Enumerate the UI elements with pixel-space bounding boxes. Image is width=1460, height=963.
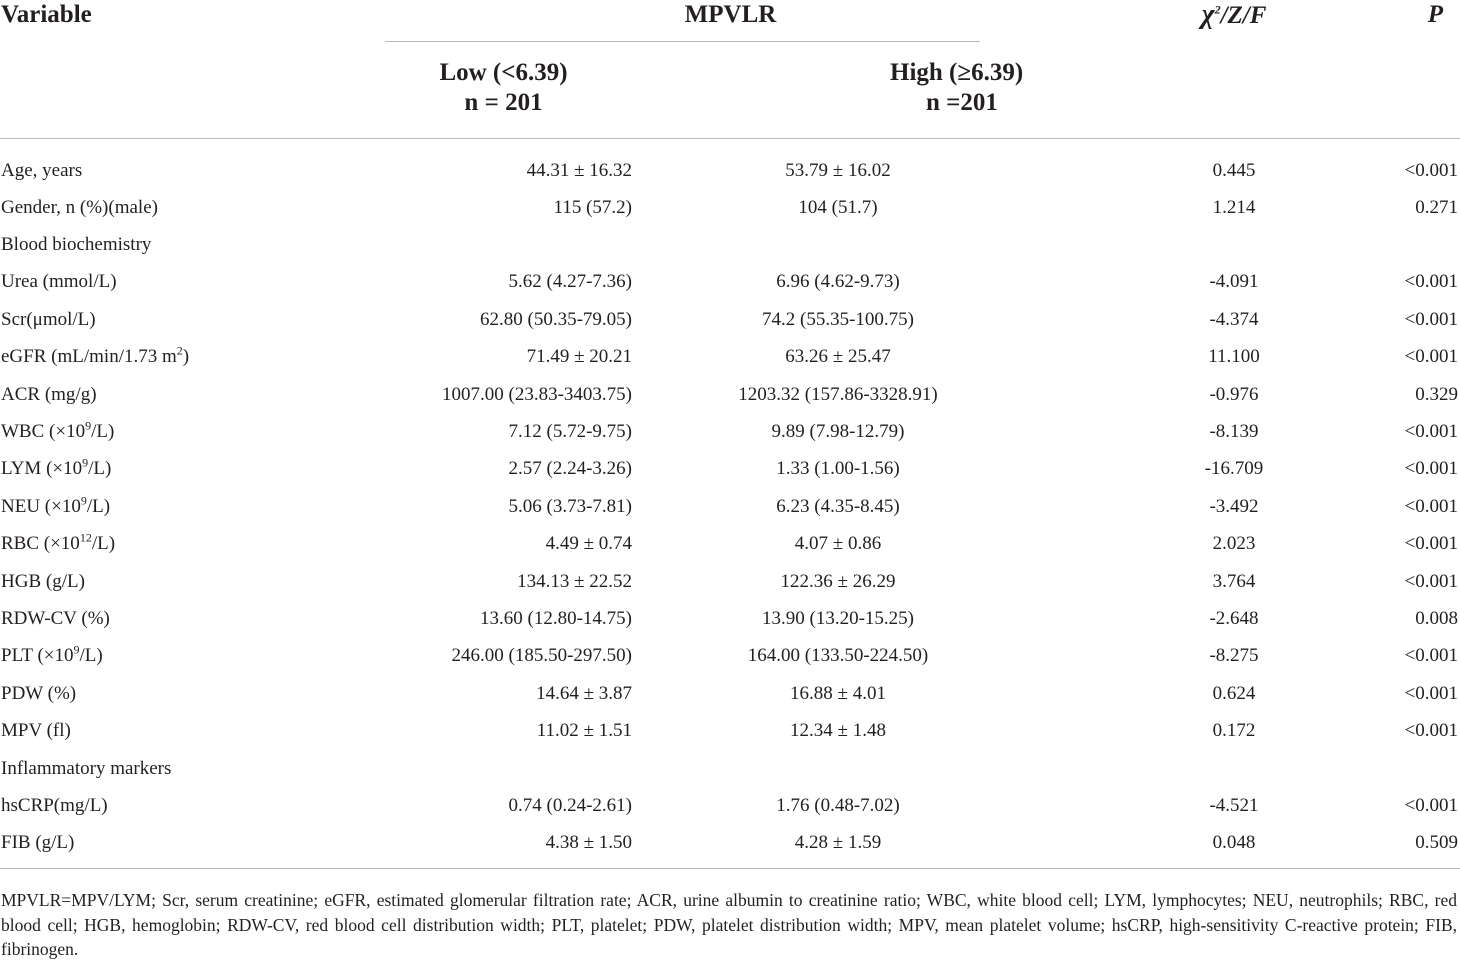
low-group-cell: 5.62 (4.27-7.36) — [508, 271, 632, 293]
high-group-cell: 63.26 ± 25.47 — [785, 346, 891, 368]
table-row — [0, 413, 1460, 450]
low-group-header — [345, 42, 632, 138]
variable-label: MPV (fl) — [1, 720, 71, 742]
table-row — [0, 675, 1460, 712]
p-value-cell: <0.001 — [1404, 645, 1458, 667]
variable-label: hsCRP(mg/L) — [1, 794, 108, 816]
high-group-cell: 6.23 (4.35-8.45) — [776, 495, 900, 517]
low-group-cell: 1007.00 (23.83-3403.75) — [442, 383, 632, 405]
variable-cell — [0, 226, 345, 263]
p-value-cell: <0.001 — [1404, 570, 1458, 592]
statistic-cell: 0.445 — [1212, 159, 1256, 181]
high-group-cell: 122.36 ± 26.29 — [780, 570, 896, 592]
low-group-cell: 71.49 ± 20.21 — [526, 346, 632, 368]
variable-label: FIB (g/L) — [1, 832, 75, 854]
statistic-cell: -3.492 — [1209, 495, 1259, 517]
p-value-cell: <0.001 — [1404, 533, 1458, 555]
variable-superscript: 12 — [79, 530, 92, 545]
statistic-header-rest: /Z/F — [1220, 2, 1267, 29]
p-value-cell: <0.001 — [1404, 720, 1458, 742]
low-group-cell — [345, 750, 632, 787]
p-value-cell — [1352, 226, 1460, 263]
p-value-cell: <0.001 — [1404, 159, 1458, 181]
high-group-cell: 9.89 (7.98-12.79) — [771, 421, 905, 443]
variable-cell — [0, 376, 345, 413]
statistic-cell: 0.048 — [1116, 825, 1352, 869]
statistic-cell: -8.139 — [1209, 421, 1259, 443]
high-group-cell: 4.07 ± 0.86 — [794, 533, 882, 555]
p-column-header: P — [1427, 1, 1443, 28]
variable-cell — [0, 339, 345, 376]
p-value-cell: <0.001 — [1404, 308, 1458, 330]
variable-label: PDW (%) — [1, 682, 77, 704]
variable-label-tail: /L) — [91, 421, 115, 443]
high-group-cell: 164.00 (133.50-224.50) — [747, 645, 929, 667]
variable-cell — [0, 825, 345, 869]
variable-label: LYM (×10 — [1, 458, 83, 480]
high-group-cell: 1.76 (0.48-7.02) — [776, 794, 900, 816]
variable-cell — [0, 488, 345, 525]
variable-label: Age, years — [1, 159, 83, 181]
statistic-cell: -8.275 — [1209, 645, 1259, 667]
statistic-cell: -4.091 — [1209, 271, 1259, 293]
variable-label-tail: /L) — [88, 458, 112, 480]
variable-label: Gender, n (%)(male) — [1, 196, 158, 218]
variable-superscript: 9 — [73, 643, 80, 658]
low-group-cell: 0.74 (0.24-2.61) — [508, 794, 632, 816]
statistic-cell: -2.648 — [1209, 607, 1259, 629]
high-group-cell: 6.96 (4.62-9.73) — [776, 271, 900, 293]
variable-cell — [0, 301, 345, 338]
statistic-cell: 0.172 — [1212, 720, 1256, 742]
variable-label: Inflammatory markers — [1, 757, 172, 779]
low-group-label: Low (<6.39) — [439, 59, 568, 86]
variable-label-tail: /L) — [91, 533, 116, 555]
variable-label: RDW-CV (%) — [1, 607, 110, 629]
variable-label: RBC (×10 — [1, 533, 80, 555]
variable-cell — [0, 138, 345, 189]
variable-label-tail: ) — [182, 346, 190, 368]
statistic-column-header — [1116, 0, 1352, 42]
table-row — [0, 750, 1460, 787]
variable-cell — [0, 451, 345, 488]
variable-label: Urea (mmol/L) — [1, 271, 117, 293]
high-group-cell: 4.28 ± 1.59 — [632, 825, 1116, 869]
p-value-cell: <0.001 — [1404, 794, 1458, 816]
variable-column-header: Variable — [1, 1, 92, 28]
table-row — [0, 825, 1460, 869]
variable-superscript: 2 — [176, 343, 183, 358]
variable-label: HGB (g/L) — [1, 570, 85, 592]
statistic-cell: -4.374 — [1209, 308, 1259, 330]
statistic-cell: -0.976 — [1209, 383, 1259, 405]
high-group-cell: 13.90 (13.20-15.25) — [762, 607, 914, 629]
high-group-cell: 53.79 ± 16.02 — [785, 159, 891, 181]
statistic-cell: 0.624 — [1212, 682, 1256, 704]
high-group-cell: 104 (51.7) — [798, 196, 878, 218]
table-row — [0, 264, 1460, 301]
statistic-cell — [1116, 750, 1352, 787]
statistic-cell — [1116, 226, 1352, 263]
p-value-cell: <0.001 — [1404, 346, 1458, 368]
low-group-cell: 13.60 (12.80-14.75) — [480, 607, 632, 629]
low-group-cell: 134.13 ± 22.52 — [517, 570, 632, 592]
mpvlr-group-header: MPVLR — [684, 1, 777, 28]
variable-label: Scr(μmol/L) — [1, 308, 96, 330]
low-group-cell: 7.12 (5.72-9.75) — [508, 421, 632, 443]
table-row — [0, 638, 1460, 675]
variable-label: ACR (mg/g) — [1, 383, 97, 405]
table-footnote: MPVLR=MPV/LYM; Scr, serum creatinine; eGFR, estimated glomerular filtration rate; ACR, urine albumin to creatinine ratio; WBC, white blood cell; LYM, lymphocytes; NEU, neutrophils; RBC, red blood cell; HGB, hemoglobin; RDW-CV, red blood cell distribution width; PLT, platelet; PDW, platelet distribution width; MPV, mean platelet volume; hsCRP, high-sensitivity C-reactive protein; FIB, fibrinogen. — [1, 890, 1457, 959]
p-value-cell: <0.001 — [1404, 495, 1458, 517]
table-row — [0, 600, 1460, 637]
statistic-cell: 3.764 — [1212, 570, 1256, 592]
variable-cell — [0, 189, 345, 226]
low-group-n: n = 201 — [464, 89, 543, 116]
low-group-cell: 2.57 (2.24-3.26) — [508, 458, 632, 480]
variable-cell — [0, 787, 345, 824]
table-body — [0, 138, 1460, 869]
variable-label-tail: /L) — [86, 495, 111, 517]
p-value-cell: <0.001 — [1404, 421, 1458, 443]
low-group-cell: 4.38 ± 1.50 — [345, 825, 632, 869]
table-row — [0, 376, 1460, 413]
variable-label: WBC (×10 — [1, 421, 86, 443]
low-group-cell: 246.00 (185.50-297.50) — [451, 645, 632, 667]
statistic-cell: 1.214 — [1212, 196, 1256, 218]
p-value-cell — [1352, 750, 1460, 787]
high-group-cell — [632, 750, 1116, 787]
chi-superscript: 2 — [1214, 2, 1221, 17]
statistic-subheader-blank — [1116, 42, 1352, 138]
p-value-cell: 0.509 — [1352, 825, 1460, 869]
table-row — [0, 226, 1460, 263]
table-row — [0, 563, 1460, 600]
variable-cell — [0, 750, 345, 787]
variable-cell — [0, 712, 345, 749]
high-group-cell: 1.33 (1.00-1.56) — [776, 458, 900, 480]
table-row — [0, 787, 1460, 824]
p-subheader-blank — [1352, 42, 1460, 138]
variable-label: PLT (×10 — [1, 645, 74, 667]
statistic-cell: -16.709 — [1204, 458, 1264, 480]
high-group-cell: 74.2 (55.35-100.75) — [762, 308, 914, 330]
table-row — [0, 451, 1460, 488]
statistic-cell: 2.023 — [1212, 533, 1256, 555]
high-group-header — [632, 42, 1116, 138]
variable-label: eGFR (mL/min/1.73 m — [1, 346, 177, 368]
variable-cell — [0, 526, 345, 563]
variable-label-tail: /L) — [79, 645, 103, 667]
table-row — [0, 339, 1460, 376]
p-value-cell: 0.271 — [1415, 196, 1458, 218]
chi-symbol: χ — [1201, 0, 1215, 30]
high-group-cell: 12.34 ± 1.48 — [790, 720, 886, 742]
p-value-cell: 0.008 — [1415, 607, 1458, 629]
table-row — [0, 712, 1460, 749]
variable-cell — [0, 413, 345, 450]
table-row — [0, 526, 1460, 563]
variable-superscript: 9 — [85, 418, 92, 433]
statistic-cell: -4.521 — [1209, 794, 1259, 816]
low-group-cell — [345, 226, 632, 263]
variable-subheader-blank — [0, 42, 345, 138]
table-row — [0, 189, 1460, 226]
variable-label: Blood biochemistry — [1, 234, 152, 256]
variable-cell — [0, 638, 345, 675]
statistic-cell: 11.100 — [1208, 346, 1260, 368]
variable-cell — [0, 264, 345, 301]
low-group-cell: 5.06 (3.73-7.81) — [508, 495, 632, 517]
low-group-cell: 62.80 (50.35-79.05) — [480, 308, 632, 330]
variable-cell — [0, 675, 345, 712]
variable-cell — [0, 563, 345, 600]
high-group-cell: 16.88 ± 4.01 — [790, 682, 886, 704]
table-row — [0, 488, 1460, 525]
high-group-cell: 1203.32 (157.86-3328.91) — [738, 383, 938, 405]
variable-superscript: 9 — [80, 493, 87, 508]
table-row — [0, 138, 1460, 189]
p-value-cell: <0.001 — [1404, 271, 1458, 293]
p-value-cell: 0.329 — [1415, 383, 1458, 405]
mpvlr-group-rule — [385, 41, 980, 42]
subheader-row — [0, 42, 1460, 138]
low-group-cell: 44.31 ± 16.32 — [526, 159, 632, 181]
high-group-label: High (≥6.39) — [890, 59, 1024, 86]
variable-label: NEU (×10 — [1, 495, 81, 517]
low-group-cell: 115 (57.2) — [553, 196, 632, 218]
variable-cell — [0, 600, 345, 637]
table-row — [0, 301, 1460, 338]
variable-superscript: 9 — [82, 456, 89, 471]
low-group-cell: 4.49 ± 0.74 — [545, 533, 632, 555]
low-group-cell: 14.64 ± 3.87 — [536, 682, 632, 704]
header-row — [0, 0, 1460, 42]
high-group-cell — [632, 226, 1116, 263]
low-group-cell: 11.02 ± 1.51 — [536, 720, 632, 742]
p-value-cell: <0.001 — [1404, 458, 1458, 480]
p-value-cell: <0.001 — [1404, 682, 1458, 704]
high-group-n: n =201 — [926, 89, 998, 116]
